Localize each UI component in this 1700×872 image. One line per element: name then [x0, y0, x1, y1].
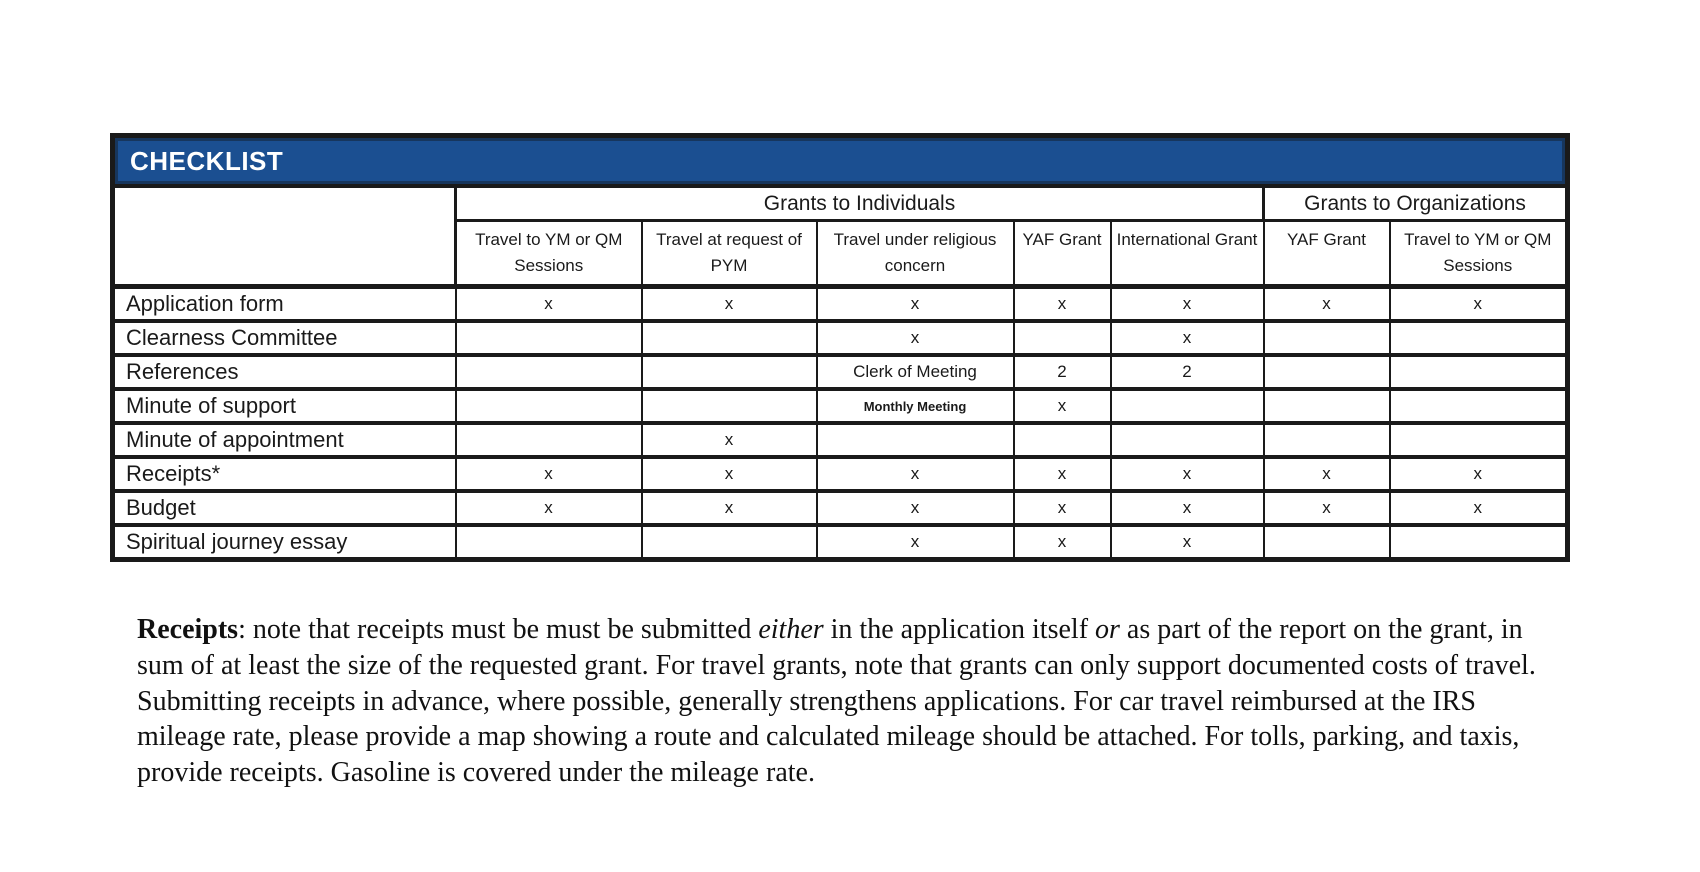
table-cell: x: [1264, 457, 1390, 491]
column-header: Travel to YM or QM Sessions: [456, 221, 642, 287]
row-label-header-cell: [113, 186, 456, 287]
table-cell: x: [1111, 321, 1264, 355]
table-cell: x: [642, 423, 817, 457]
note-segment: in the application itself: [823, 614, 1096, 645]
note-segment: as part of the report on the grant, in sum of at least the size of the requested grant. For travel grants, note that grants can only support documented costs of travel. Submitting receipts in advance, where possible, generally strengthens applications. For car travel reimbursed at the IRS mileage rate, please provide a map showing a route and calculated mileage should be attached. For tolls, parking, and taxis, provide receipts. Gasoline is covered under the mileage rate.: [137, 614, 1536, 789]
table-cell: [1111, 389, 1264, 423]
table-cell: x: [1014, 491, 1111, 525]
row-label: Minute of support: [113, 389, 456, 423]
table-cell: x: [1014, 457, 1111, 491]
row-label: Clearness Committee: [113, 321, 456, 355]
table-cell: [456, 321, 642, 355]
column-header: YAF Grant: [1014, 221, 1111, 287]
row-label: Application form: [113, 287, 456, 322]
table-row: [113, 355, 1568, 389]
table-cell: [1390, 355, 1568, 389]
table-cell: x: [642, 457, 817, 491]
table-cell: [1390, 423, 1568, 457]
receipts-note: [137, 612, 1549, 791]
row-label: Spiritual journey essay: [113, 525, 456, 560]
table-cell: [456, 355, 642, 389]
banner-row: [113, 136, 1568, 187]
table-cell: [1264, 389, 1390, 423]
table-cell: x: [1390, 287, 1568, 322]
table-cell: [1111, 423, 1264, 457]
table-cell: x: [1264, 287, 1390, 322]
table-cell: [642, 389, 817, 423]
table-cell: x: [817, 457, 1014, 491]
table-row: [113, 525, 1568, 560]
table-cell: x: [1111, 457, 1264, 491]
table-cell: Clerk of Meeting: [817, 355, 1014, 389]
table-cell: [1014, 321, 1111, 355]
table-title: CHECKLIST: [130, 145, 284, 176]
checklist-table: [110, 133, 1570, 562]
note-segment: or: [1095, 614, 1120, 645]
table-cell: [1264, 321, 1390, 355]
column-header: International Grant: [1111, 221, 1264, 287]
row-label: Budget: [113, 491, 456, 525]
table-row: [113, 491, 1568, 525]
row-label: Receipts*: [113, 457, 456, 491]
group-header: Grants to Individuals: [456, 186, 1264, 221]
table-cell: x: [1014, 525, 1111, 560]
table-cell: x: [817, 287, 1014, 322]
table-cell: x: [1111, 525, 1264, 560]
table-cell: [642, 321, 817, 355]
column-header: Travel to YM or QM Sessions: [1390, 221, 1568, 287]
table-row: [113, 423, 1568, 457]
note-segment: : note that receipts must be must be submitted: [238, 614, 759, 645]
table-cell: [456, 389, 642, 423]
table-row: [113, 457, 1568, 491]
table-cell: x: [817, 491, 1014, 525]
column-header: Travel under religious concern: [817, 221, 1014, 287]
table-cell: [1014, 423, 1111, 457]
table-cell: [1264, 355, 1390, 389]
table-cell: x: [456, 457, 642, 491]
table-cell: x: [1111, 491, 1264, 525]
table-cell: [1390, 389, 1568, 423]
table-row: [113, 287, 1568, 322]
table-cell: x: [1014, 287, 1111, 322]
table-cell: x: [1111, 287, 1264, 322]
table-cell: [642, 355, 817, 389]
column-header: Travel at request of PYM: [642, 221, 817, 287]
table-cell: x: [1390, 457, 1568, 491]
table-cell: x: [1390, 491, 1568, 525]
table-cell: 2: [1014, 355, 1111, 389]
table-cell: x: [817, 321, 1014, 355]
checklist-banner: [115, 138, 1565, 184]
table-cell: [456, 525, 642, 560]
table-row: [113, 321, 1568, 355]
table-cell: x: [456, 287, 642, 322]
table-cell: [1264, 525, 1390, 560]
table-cell: [1390, 525, 1568, 560]
note-segment: either: [758, 614, 824, 645]
group-header-row: [113, 186, 1568, 221]
table-cell: [1264, 423, 1390, 457]
table-cell: [642, 525, 817, 560]
table-cell: [1390, 321, 1568, 355]
table-cell: x: [642, 287, 817, 322]
table-cell: x: [817, 525, 1014, 560]
column-header: YAF Grant: [1264, 221, 1390, 287]
checklist-banner-cell: [113, 136, 1568, 187]
table-cell: Monthly Meeting: [817, 389, 1014, 423]
row-label: References: [113, 355, 456, 389]
table-cell: [817, 423, 1014, 457]
table-cell: x: [456, 491, 642, 525]
table-cell: x: [1014, 389, 1111, 423]
group-header: Grants to Organizations: [1264, 186, 1568, 221]
table-row: [113, 389, 1568, 423]
table-cell: [456, 423, 642, 457]
table-cell: 2: [1111, 355, 1264, 389]
note-segment: Receipts: [137, 614, 239, 645]
table-cell: x: [1264, 491, 1390, 525]
row-label: Minute of appointment: [113, 423, 456, 457]
table-cell: x: [642, 491, 817, 525]
